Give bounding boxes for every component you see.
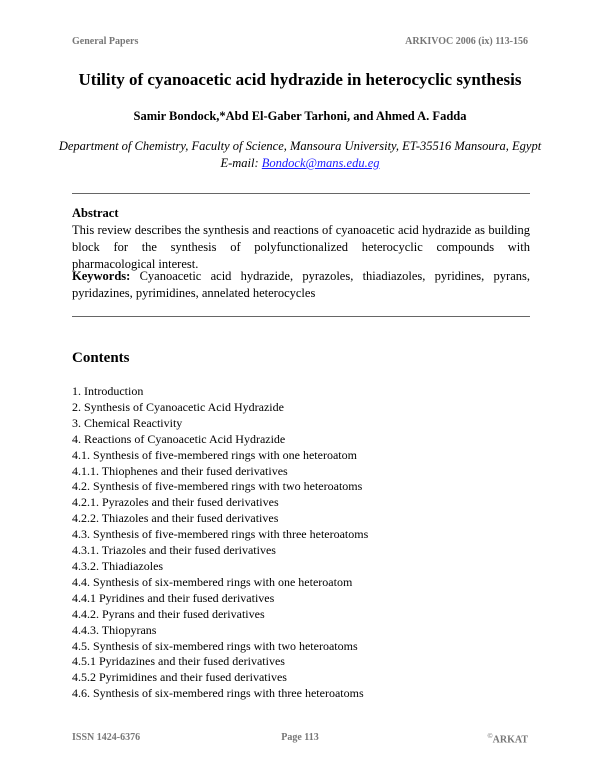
footer-page-number: Page 113 [281, 732, 319, 743]
divider-top [72, 193, 530, 194]
email-label: E-mail: [220, 156, 262, 170]
toc-item: 1. Introduction [72, 384, 144, 398]
toc-item: 3. Chemical Reactivity [72, 415, 183, 430]
toc-item: 4.1.1. Thiophenes and their fused derivatives [72, 463, 288, 478]
keywords-label: Keywords: [72, 269, 131, 283]
contents-heading: Contents [72, 350, 130, 366]
running-header-right: ARKIVOC 2006 (ix) 113-156 [405, 36, 528, 47]
affiliation: Department of Chemistry, Faculty of Science, Mansoura University, ET-35516 Mansoura, Egypt [58, 139, 542, 153]
running-header-left: General Papers [72, 36, 139, 47]
toc-item: 4.4. Synthesis of six-membered rings with one heteroatom [72, 574, 353, 589]
copyright-symbol: © [487, 732, 493, 740]
toc-item: 4.4.1 Pyridines and their fused derivatives [72, 590, 275, 605]
toc-item: 4.5. Synthesis of six-membered rings with two heteroatoms [72, 638, 358, 653]
toc-item: 2. Synthesis of Cyanoacetic Acid Hydrazide [72, 399, 284, 414]
toc-item: 4.2. Synthesis of five-membered rings with two heteroatoms [72, 479, 363, 494]
keywords [72, 268, 530, 302]
abstract-heading: Abstract [72, 206, 119, 220]
toc-item: 4.5.1 Pyridazines and their fused derivatives [72, 654, 285, 669]
email-link[interactable]: Bondock@mans.edu.eg [261, 156, 380, 170]
toc-item: 4.2.1. Pyrazoles and their fused derivatives [72, 495, 279, 510]
footer-issn: ISSN 1424-6376 [72, 732, 141, 743]
toc-item: 4.1. Synthesis of five-membered rings with one heteroatom [72, 447, 357, 462]
toc-item: 4.3.2. Thiadiazoles [72, 558, 164, 573]
toc-item: 4.3. Synthesis of five-membered rings with three heteroatoms [72, 527, 369, 542]
toc-item: 4.5.2 Pyrimidines and their fused derivatives [72, 670, 287, 685]
footer-publisher [487, 732, 528, 745]
author-list: Samir Bondock,*Abd El-Gaber Tarhoni, and Ahmed A. Fadda [133, 109, 467, 123]
toc-item: 4.4.2. Pyrans and their fused derivatives [72, 606, 265, 621]
toc-item: 4.4.3. Thiopyrans [72, 622, 157, 637]
email-line [0, 155, 600, 172]
toc-item: 4.6. Synthesis of six-membered rings with three heteroatoms [72, 686, 364, 701]
keywords-text: Cyanoacetic acid hydrazide, pyrazoles, thiadiazoles, pyridines, pyrans, pyridazines, pyrimidines, annelated heterocycles [72, 269, 530, 300]
publisher-name: ARKAT [492, 734, 528, 746]
toc-item: 4.3.1. Triazoles and their fused derivatives [72, 543, 276, 558]
table-of-contents [72, 384, 368, 702]
divider-bottom [72, 316, 530, 317]
abstract-text: This review describes the synthesis and reactions of cyanoacetic acid hydrazide as building block for the synthesis of polyfunctionalized heterocyclic compounds with pharmacological interest. [72, 223, 530, 271]
toc-item: 4.2.2. Thiazoles and their fused derivatives [72, 511, 279, 526]
affiliation-block [0, 138, 600, 172]
paper-title: Utility of cyanoacetic acid hydrazide in heterocyclic synthesis [78, 70, 522, 89]
toc-item: 4. Reactions of Cyanoacetic Acid Hydrazide [72, 431, 286, 446]
